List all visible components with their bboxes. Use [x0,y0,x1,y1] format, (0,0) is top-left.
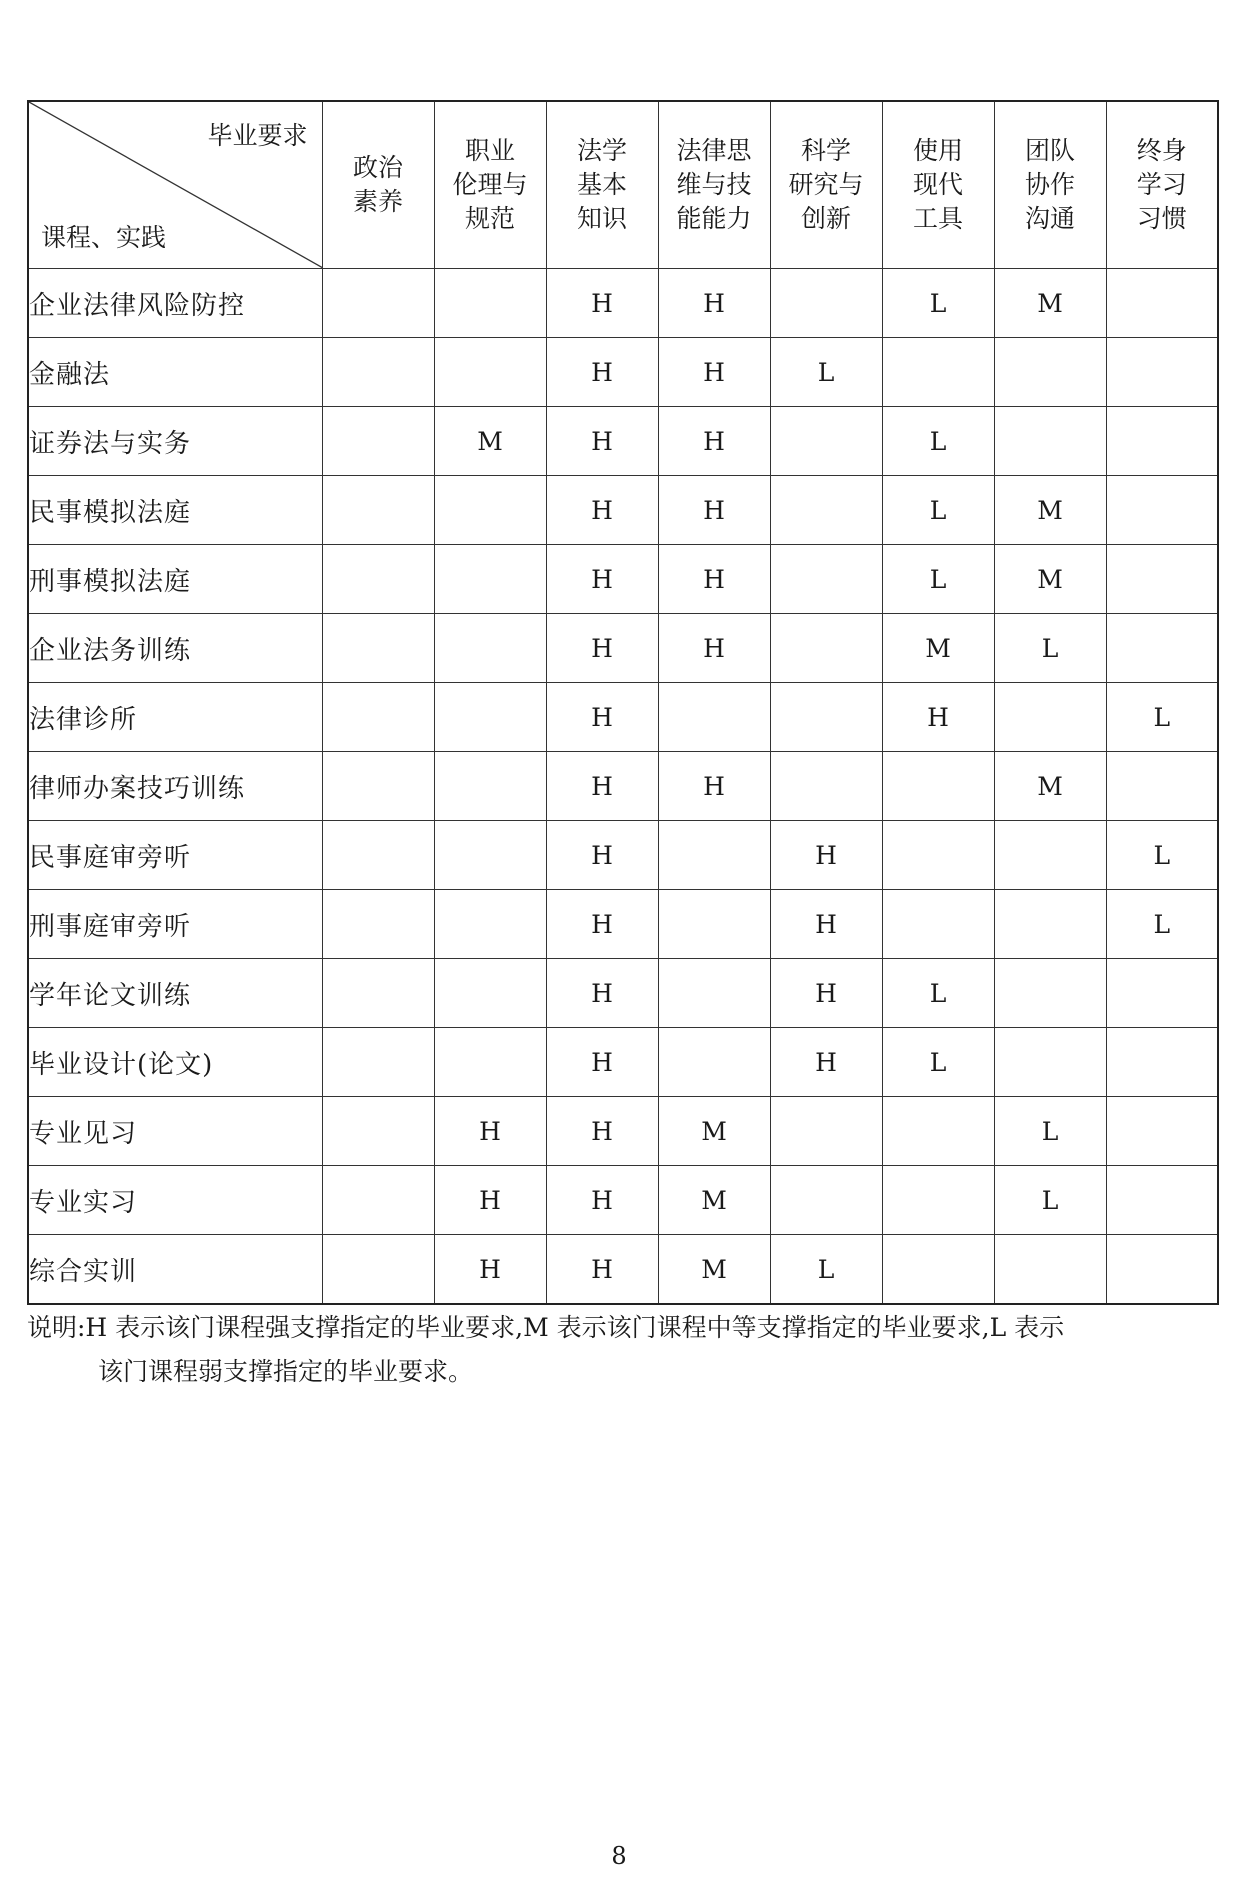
table-row [28,545,1218,614]
support-level-cell: H [770,1028,882,1097]
support-level-cell [1106,407,1218,476]
support-level-cell: H [658,338,770,407]
course-name: 律师办案技巧训练 [28,752,322,821]
corner-header [28,101,322,269]
support-level-cell: H [546,1166,658,1235]
support-level-cell [434,338,546,407]
support-level-cell [1106,614,1218,683]
support-level-cell [658,683,770,752]
course-name: 专业实习 [28,1166,322,1235]
support-level-cell [322,614,434,683]
support-level-cell: H [658,269,770,338]
page-number: 8 [611,1842,627,1870]
support-level-cell [770,407,882,476]
table-row [28,269,1218,338]
support-level-cell: H [546,476,658,545]
support-level-cell [658,821,770,890]
support-level-cell [1106,269,1218,338]
support-level-cell [322,959,434,1028]
support-level-cell [1106,1028,1218,1097]
course-name: 专业见习 [28,1097,322,1166]
column-header: 终身 学习 习惯 [1106,101,1218,269]
support-level-cell: H [546,752,658,821]
course-name: 企业法务训练 [28,614,322,683]
support-level-cell: H [546,890,658,959]
support-level-cell [770,683,882,752]
table-row [28,1235,1218,1305]
support-level-cell [658,959,770,1028]
support-level-cell [1106,1166,1218,1235]
support-level-cell [994,338,1106,407]
column-header: 团队 协作 沟通 [994,101,1106,269]
support-level-cell [770,1097,882,1166]
support-level-cell [1106,338,1218,407]
course-name: 学年论文训练 [28,959,322,1028]
support-level-cell: H [546,821,658,890]
table-row [28,407,1218,476]
support-level-cell [1106,476,1218,545]
support-level-cell: H [658,545,770,614]
support-level-cell: L [882,959,994,1028]
support-level-cell: M [658,1235,770,1305]
support-level-cell: H [546,683,658,752]
support-level-cell: H [658,752,770,821]
support-level-cell [322,476,434,545]
support-level-cell [1106,1235,1218,1305]
support-level-cell [322,1235,434,1305]
table-row [28,1166,1218,1235]
column-header: 法律思 维与技 能能力 [658,101,770,269]
course-requirement-matrix [27,100,1219,1305]
support-level-cell [434,1028,546,1097]
support-level-cell [434,269,546,338]
header-row [28,101,1218,269]
table-row [28,683,1218,752]
table-row [28,476,1218,545]
support-level-cell [322,545,434,614]
support-level-cell: L [882,545,994,614]
support-level-cell [434,890,546,959]
table-row [28,1097,1218,1166]
corner-bottom-label: 课程、实践 [41,223,167,252]
support-level-cell [770,752,882,821]
support-level-cell: H [658,614,770,683]
support-level-cell [770,545,882,614]
support-level-cell: L [882,476,994,545]
course-name: 刑事庭审旁听 [28,890,322,959]
support-level-cell: H [658,407,770,476]
support-level-cell [994,1028,1106,1097]
course-name: 证券法与实务 [28,407,322,476]
support-level-cell: H [546,407,658,476]
support-level-cell: H [546,959,658,1028]
support-level-cell [882,890,994,959]
support-level-cell: M [882,614,994,683]
course-name: 民事庭审旁听 [28,821,322,890]
support-level-cell: L [994,1166,1106,1235]
support-level-cell [882,1097,994,1166]
support-level-cell [434,683,546,752]
table-row [28,821,1218,890]
support-level-cell [994,890,1106,959]
support-level-cell [434,614,546,683]
support-level-cell [434,821,546,890]
support-level-cell [322,752,434,821]
support-level-cell: L [994,1097,1106,1166]
support-level-cell: M [434,407,546,476]
support-level-cell: H [546,1235,658,1305]
support-level-cell: H [546,614,658,683]
support-level-cell [1106,1097,1218,1166]
support-level-cell: H [546,338,658,407]
support-level-cell [322,683,434,752]
support-level-cell: H [434,1235,546,1305]
course-name: 刑事模拟法庭 [28,545,322,614]
support-level-cell [1106,752,1218,821]
support-level-cell: H [546,1028,658,1097]
support-level-cell: M [994,269,1106,338]
support-level-cell: M [994,476,1106,545]
table-row [28,959,1218,1028]
support-level-cell: H [658,476,770,545]
support-level-cell [882,752,994,821]
column-header: 使用 现代 工具 [882,101,994,269]
support-level-cell: M [658,1097,770,1166]
matrix-body [28,269,1218,1305]
table-row [28,1028,1218,1097]
corner-top-label: 毕业要求 [207,121,308,150]
support-level-cell: M [658,1166,770,1235]
support-level-cell [322,890,434,959]
column-header: 法学 基本 知识 [546,101,658,269]
support-level-cell: M [994,545,1106,614]
support-level-cell: H [434,1166,546,1235]
support-level-cell: H [434,1097,546,1166]
support-level-cell: L [1106,683,1218,752]
support-level-cell: L [770,338,882,407]
support-level-cell [322,821,434,890]
support-level-cell [434,476,546,545]
support-level-cell [882,821,994,890]
support-level-cell [322,1097,434,1166]
support-level-cell [434,959,546,1028]
support-level-cell: L [882,1028,994,1097]
course-name: 综合实训 [28,1235,322,1305]
support-level-cell: L [1106,890,1218,959]
support-level-cell [882,1166,994,1235]
course-name: 毕业设计(论文) [28,1028,322,1097]
support-level-cell [770,476,882,545]
support-level-cell [994,959,1106,1028]
support-level-cell [1106,545,1218,614]
table-row [28,614,1218,683]
column-header: 科学 研究与 创新 [770,101,882,269]
support-level-cell: H [546,1097,658,1166]
support-level-cell [658,890,770,959]
note-line-1: 说明:H 表示该门课程强支撑指定的毕业要求,M 表示该门课程中等支撑指定的毕业要求,L 表示 [27,1313,1065,1342]
support-level-cell [770,1166,882,1235]
support-level-cell [882,1235,994,1305]
support-level-cell [322,338,434,407]
support-level-cell: H [770,890,882,959]
table-row [28,890,1218,959]
support-level-cell: M [994,752,1106,821]
table-row [28,752,1218,821]
support-level-cell: H [770,821,882,890]
support-level-cell: L [1106,821,1218,890]
course-name: 企业法律风险防控 [28,269,322,338]
support-level-cell: H [770,959,882,1028]
support-level-cell [322,1166,434,1235]
support-level-cell [434,545,546,614]
support-level-cell [658,1028,770,1097]
column-header: 职业 伦理与 规范 [434,101,546,269]
support-level-cell [1106,959,1218,1028]
support-level-cell [882,338,994,407]
support-level-cell [770,269,882,338]
support-level-cell: L [994,614,1106,683]
course-name: 法律诊所 [28,683,322,752]
support-level-cell [994,683,1106,752]
support-level-cell [994,1235,1106,1305]
support-level-cell: L [882,269,994,338]
explanation-note [27,1306,1217,1394]
column-header: 政治 素养 [322,101,434,269]
support-level-cell [770,614,882,683]
table-row [28,338,1218,407]
support-level-cell: H [546,545,658,614]
support-level-cell [322,1028,434,1097]
course-name: 金融法 [28,338,322,407]
support-level-cell: H [546,269,658,338]
support-level-cell [994,821,1106,890]
support-level-cell: L [882,407,994,476]
support-level-cell [322,407,434,476]
support-level-cell: H [882,683,994,752]
support-level-cell [994,407,1106,476]
support-level-cell: L [770,1235,882,1305]
note-line-2: 该门课程弱支撑指定的毕业要求。 [98,1357,474,1386]
support-level-cell [322,269,434,338]
course-name: 民事模拟法庭 [28,476,322,545]
support-level-cell [434,752,546,821]
